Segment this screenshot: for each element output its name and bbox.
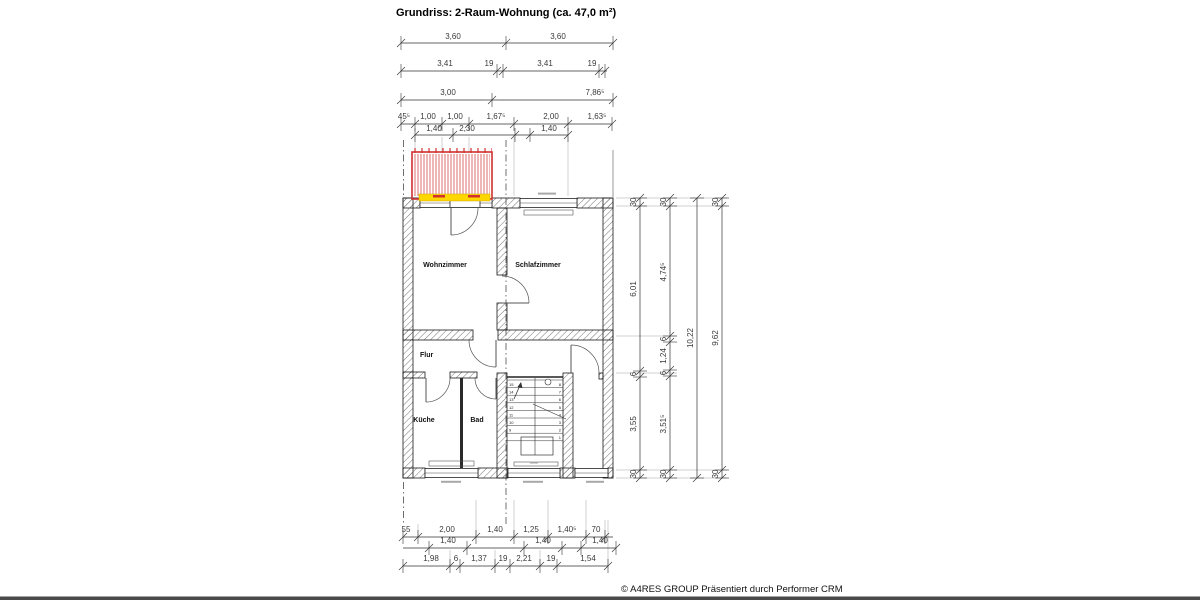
dim-label: 30 bbox=[629, 197, 638, 207]
window-schlafzimmer bbox=[520, 193, 577, 215]
stairs bbox=[507, 378, 566, 464]
dim-label: 70 bbox=[591, 525, 601, 534]
dim-label: 1,98 bbox=[423, 554, 439, 563]
dim-label: 1,24 bbox=[659, 348, 668, 364]
door-kueche bbox=[426, 378, 450, 402]
stair-landing bbox=[521, 437, 553, 455]
window-kueche bbox=[425, 461, 478, 483]
room-label-bad: Bad bbox=[470, 417, 484, 424]
svg-text:5: 5 bbox=[558, 404, 561, 410]
window-stairwell bbox=[508, 462, 560, 483]
balcony bbox=[412, 148, 492, 201]
svg-text:13: 13 bbox=[509, 397, 514, 403]
dim-label: 6,01 bbox=[629, 281, 638, 297]
dim-label: 1,40 bbox=[440, 536, 456, 545]
dim-label: 19 bbox=[484, 59, 494, 68]
dim-label: 2,30 bbox=[459, 124, 475, 133]
dim-label: 1,40 bbox=[535, 536, 551, 545]
walls bbox=[403, 198, 613, 478]
dim-label: 1,40⁵ bbox=[557, 525, 577, 534]
window-right bbox=[575, 469, 608, 483]
dim-label: 30 bbox=[711, 197, 720, 207]
dim-label: 3,60 bbox=[550, 32, 566, 41]
page-title bbox=[396, 7, 616, 19]
dim-label: 10,22 bbox=[686, 327, 695, 349]
dim-label: 1,40 bbox=[426, 124, 442, 133]
dim-label: 1,00 bbox=[447, 112, 463, 121]
dim-label: 3,00 bbox=[440, 88, 456, 97]
bottom-bar bbox=[0, 597, 1200, 600]
room-label-schlafzimmer: Schlafzimmer bbox=[515, 262, 561, 269]
right-dimensions bbox=[629, 194, 729, 482]
title-label: Grundriss: bbox=[396, 7, 453, 19]
stair-numbers-right bbox=[559, 382, 562, 440]
svg-text:8: 8 bbox=[558, 382, 561, 387]
svg-text:3: 3 bbox=[558, 420, 561, 425]
dim-label: 1,40 bbox=[592, 536, 608, 545]
dim-label: 2,00 bbox=[543, 112, 559, 121]
dim-label: 6 bbox=[659, 336, 668, 342]
svg-text:10: 10 bbox=[509, 420, 514, 425]
footer bbox=[0, 584, 1200, 600]
svg-text:14: 14 bbox=[509, 389, 514, 395]
dim-label: 19 bbox=[498, 554, 508, 563]
svg-text:11: 11 bbox=[509, 412, 514, 418]
dim-label: 1,40 bbox=[541, 124, 557, 133]
dim-label: 7,86⁵ bbox=[585, 88, 605, 97]
dim-label: 30 bbox=[659, 197, 668, 207]
dim-label: 6 bbox=[659, 370, 668, 376]
svg-text:2: 2 bbox=[558, 427, 561, 433]
stair-arrow-head bbox=[518, 382, 523, 388]
stair-circle-mark bbox=[545, 379, 551, 385]
kueche-bad-partition bbox=[460, 378, 463, 468]
dim-label: 4,74⁵ bbox=[659, 262, 668, 282]
dim-label: 19 bbox=[546, 554, 556, 563]
door-flur-wohnzimmer bbox=[469, 340, 496, 367]
dim-label: 3,55 bbox=[629, 416, 638, 432]
dim-label: 30 bbox=[711, 469, 720, 479]
dim-label: 30 bbox=[659, 469, 668, 479]
room-label-flur: Flur bbox=[420, 352, 434, 359]
svg-text:9: 9 bbox=[509, 427, 512, 433]
title-value: 2-Raum-Wohnung (ca. 47,0 m²) bbox=[455, 7, 617, 19]
dim-label: 6 bbox=[453, 554, 459, 563]
dim-label: 1,00 bbox=[420, 112, 436, 121]
dim-label: 1,37 bbox=[471, 554, 487, 563]
dim-label: 9,62 bbox=[711, 330, 720, 346]
dim-label: 45⁵ bbox=[397, 112, 411, 121]
dim-label: 6 bbox=[629, 371, 638, 377]
dim-label: 3,41 bbox=[537, 59, 553, 68]
dim-label: 55 bbox=[401, 525, 411, 534]
dim-label: 19 bbox=[587, 59, 597, 68]
balcony-red-label-mark bbox=[468, 195, 480, 198]
door-balcony bbox=[451, 208, 478, 235]
bottom-dimensions bbox=[399, 525, 620, 573]
room-label-kueche: Küche bbox=[413, 417, 435, 424]
dim-label: 1,67⁵ bbox=[486, 112, 506, 121]
door-bad bbox=[475, 378, 496, 399]
dim-label: 1,25 bbox=[523, 525, 539, 534]
svg-text:12: 12 bbox=[509, 404, 514, 410]
dim-label: 1,54 bbox=[580, 554, 596, 563]
top-dimensions bbox=[397, 32, 617, 142]
balcony-railing-hatch bbox=[414, 154, 490, 196]
dim-label: 3,41 bbox=[437, 59, 453, 68]
dim-label: 2,21 bbox=[516, 554, 532, 563]
dim-label: 3,51⁵ bbox=[659, 414, 668, 434]
dim-label: 2,00 bbox=[439, 525, 455, 534]
dim-label: 30 bbox=[629, 469, 638, 479]
footer-credit: © A4RES GROUP Präsentiert durch Performer CRM bbox=[621, 584, 843, 595]
svg-text:6: 6 bbox=[558, 397, 561, 403]
room-label-wohnzimmer: Wohnzimmer bbox=[423, 262, 467, 269]
room-labels bbox=[413, 262, 561, 424]
door-entrance bbox=[571, 345, 599, 373]
balcony-red-label-mark bbox=[433, 195, 445, 198]
dim-label: 1,40 bbox=[487, 525, 503, 534]
dim-label: 1,63⁵ bbox=[587, 112, 607, 121]
dim-label: 3,60 bbox=[445, 32, 461, 41]
svg-text:7: 7 bbox=[558, 389, 561, 395]
svg-text:15: 15 bbox=[509, 382, 514, 387]
svg-text:1: 1 bbox=[558, 435, 561, 441]
svg-text:4: 4 bbox=[558, 412, 561, 418]
stair-numbers-left bbox=[509, 382, 514, 433]
